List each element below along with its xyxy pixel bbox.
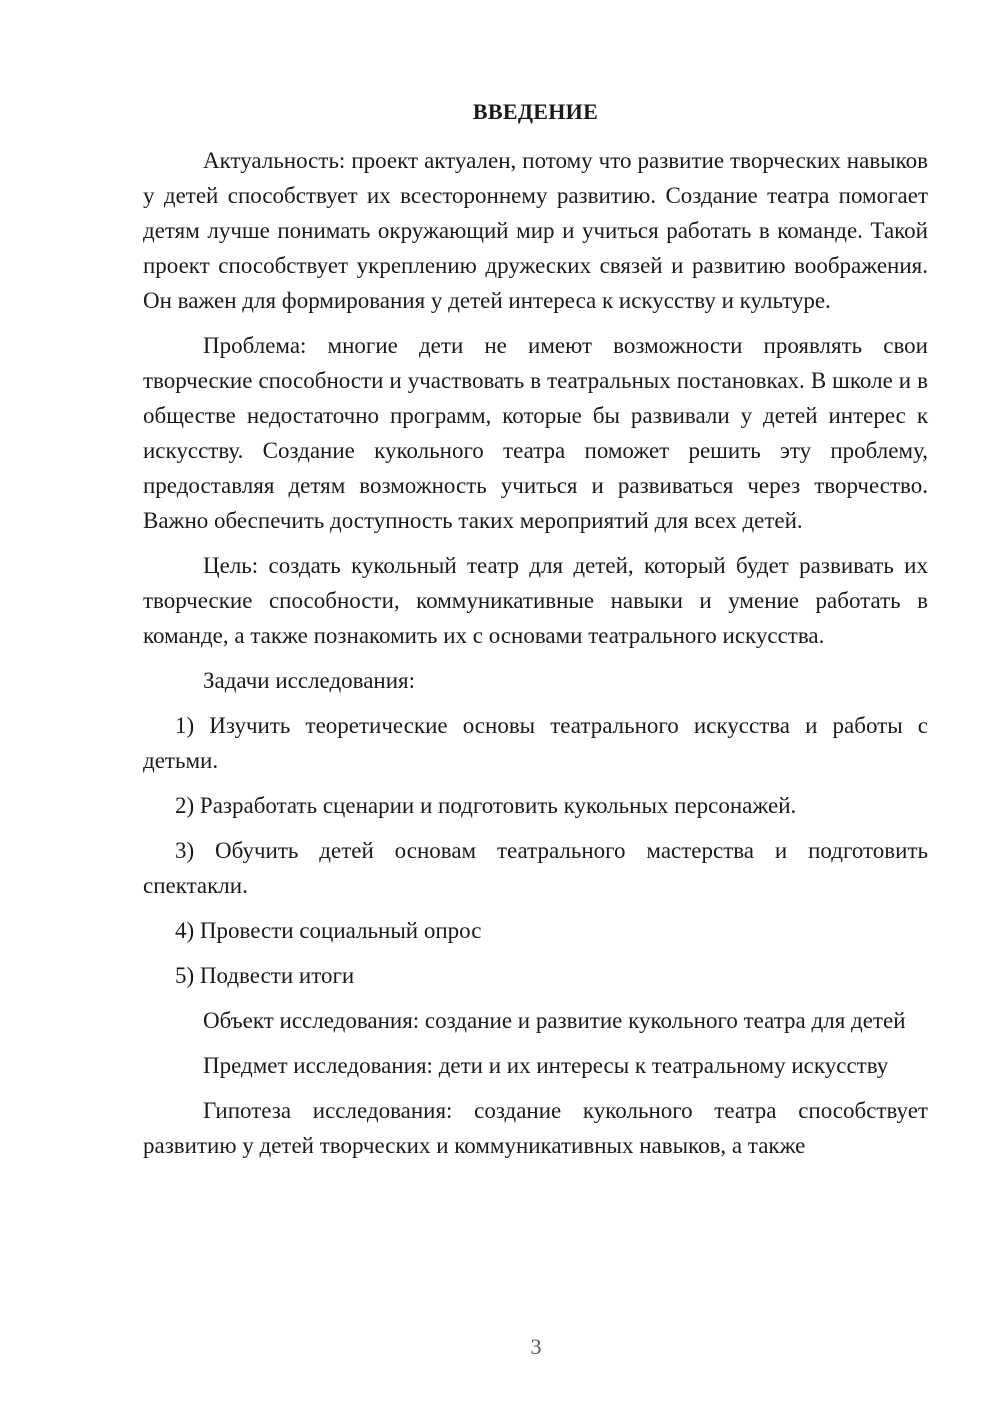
task-item-5: 5) Подвести итоги — [175, 963, 355, 988]
task-item-2: 2) Разработать сценарии и подготовить кукольных персонажей. — [175, 793, 797, 818]
subject-paragraph: Предмет исследования: дети и их интересы к театральному искусству — [203, 1053, 889, 1078]
page-content — [143, 94, 928, 1173]
object-paragraph: Объект исследования: создание и развитие кукольного театра для детей — [203, 1008, 906, 1033]
relevance-paragraph: Актуальность: проект актуален, потому что развитие творческих навыков у детей способствует их всестороннему развитию. Создание театра помогает детям лучше понимать окружающий мир и учиться работать в команде. Такой проект способствует укреплению дружеских связей и развитию воображения. Он важен для формирования у детей интереса к искусству и культуре. — [143, 148, 928, 313]
tasks-label: Задачи исследования: — [203, 668, 416, 693]
hypothesis-paragraph: Гипотеза исследования: создание кукольного театра способствует развитию у детей творческих и коммуникативных навыков, а также — [143, 1098, 928, 1158]
goal-paragraph: Цель: создать кукольный театр для детей, который будет развивать их творческие способности, коммуникативные навыки и умение работать в команде, а также познакомить их с основами театрального искусства. — [143, 553, 928, 648]
section-heading: ВВЕДЕНИЕ — [472, 99, 599, 124]
page-number: 3 — [530, 1334, 542, 1359]
task-item-4: 4) Провести социальный опрос — [175, 918, 482, 943]
task-item-1: 1) Изучить теоретические основы театрального искусства и работы с детьми. — [143, 713, 928, 773]
problem-paragraph: Проблема: многие дети не имеют возможности проявлять свои творческие способности и участвовать в театральных постановках. В школе и в обществе недостаточно программ, которые бы развивали у детей интерес к искусству. Создание кукольного театра поможет решить эту проблему, предоставляя детям возможность учиться и развиваться через творчество. Важно обеспечить доступность таких мероприятий для всех детей. — [143, 333, 928, 533]
task-item-3: 3) Обучить детей основам театрального мастерства и подготовить спектакли. — [143, 838, 928, 898]
